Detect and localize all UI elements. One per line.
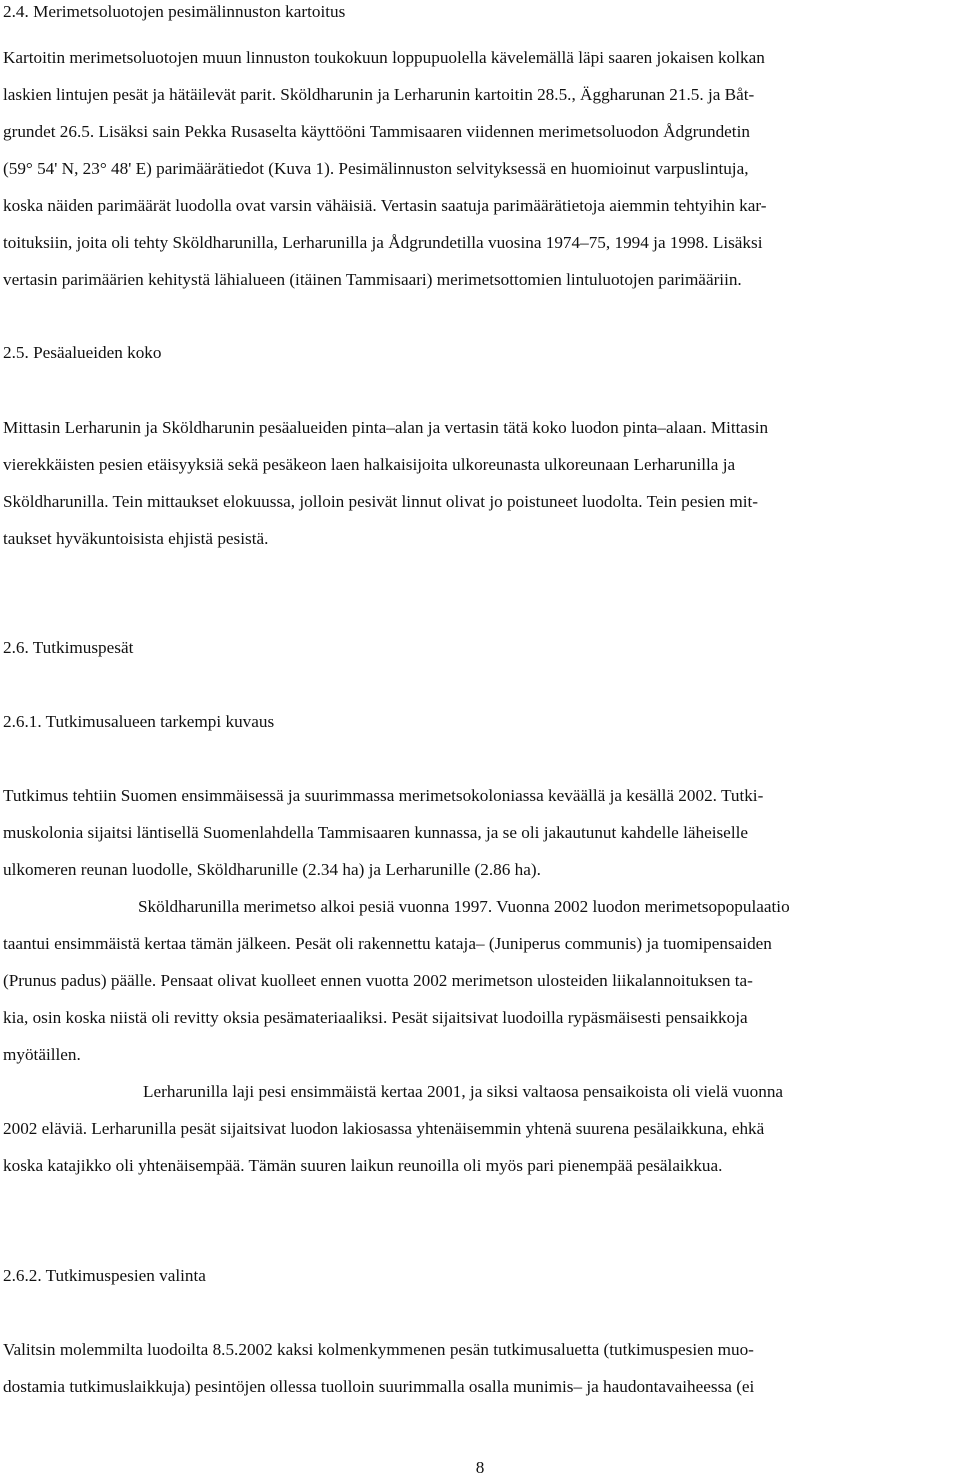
text-line: taukset hyväkuntoisista ehjistä pesistä. xyxy=(3,529,269,548)
text-line: Mittasin Lerharunin ja Sköldharunin pesäalueiden pinta–alan ja vertasin tätä koko luodon pinta–alaan. Mittasin xyxy=(3,418,769,437)
text-line: koska katajikko oli yhtenäisempää. Tämän suuren laikun reunoilla oli myös pari pienempää pesälaikkua. xyxy=(3,1156,723,1175)
section-heading-2-6-1: 2.6.1. Tutkimusalueen tarkempi kuvaus xyxy=(3,712,275,731)
text-line: toituksiin, joita oli tehty Sköldharunilla, Lerharunilla ja Ådgrundetilla vuosina 1974–75, 1994 ja 1998. Lisäksi xyxy=(3,233,763,252)
section-heading-2-4: 2.4. Merimetsoluotojen pesimälinnuston kartoitus xyxy=(3,2,346,21)
text-line: Valitsin molemmilta luodoilta 8.5.2002 kaksi kolmenkymmenen pesän tutkimusaluetta (tutkimuspesien muo- xyxy=(3,1340,754,1359)
text-line: taantui ensimmäistä kertaa tämän jälkeen. Pesät oli rakennettu kataja– (Juniperus communis) ja tuomipensaiden xyxy=(3,934,772,953)
text-line: vertasin parimäärien kehitystä lähialueen (itäinen Tammisaari) merimetsottomien lintuluotojen parimääriin. xyxy=(3,270,742,289)
text-line: dostamia tutkimuslaikkuja) pesintöjen ollessa tuolloin suurimmalla osalla munimis– ja haudontavaiheessa (ei xyxy=(3,1377,755,1396)
page-number: 8 xyxy=(475,1458,485,1477)
text-line: laskien lintujen pesät ja hätäilevät parit. Sköldharunin ja Lerharunin kartoitin 28.5., Äggharunan 21.5. ja Båt- xyxy=(3,85,755,104)
text-line: Kartoitin merimetsoluotojen muun linnuston toukokuun loppupuolella kävelemällä läpi saaren jokaisen kolkan xyxy=(3,48,765,67)
text-line: vierekkäisten pesien etäisyyksiä sekä pesäkeon laen halkaisijoita ulkoreunasta ulkoreunaan Lerharunilla ja xyxy=(3,455,736,474)
text-line: kia, osin koska niistä oli revitty oksia pesämateriaaliksi. Pesät sijaitsivat luodoilla rypäsmäisesti pensaikkoja xyxy=(3,1008,748,1027)
text-line: grundet 26.5. Lisäksi sain Pekka Rusaselta käyttööni Tammisaaren viidennen merimetsoluodon Ådgrundetin xyxy=(3,122,750,141)
text-line: 2002 eläviä. Lerharunilla pesät sijaitsivat luodon lakiosassa yhtenäisemmin yhtenä suurena pesälaikkuna, ehkä xyxy=(3,1119,765,1138)
text-line-indented: Sköldharunilla merimetso alkoi pesiä vuonna 1997. Vuonna 2002 luodon merimetsopopulaatio xyxy=(138,897,790,916)
section-heading-2-6: 2.6. Tutkimuspesät xyxy=(3,638,134,657)
text-line: Sköldharunilla. Tein mittaukset elokuussa, jolloin pesivät linnut olivat jo poistuneet luodolta. Tein pesien mit- xyxy=(3,492,759,511)
text-line: muskolonia sijaitsi läntisellä Suomenlahdella Tammisaaren kunnassa, ja se oli jakautunut kahdelle läheiselle xyxy=(3,823,748,842)
text-line: (59° 54' N, 23° 48' E) parimäärätiedot (Kuva 1). Pesimälinnuston selvityksessä en huomioinut varpuslintuja, xyxy=(3,159,749,178)
section-heading-2-5: 2.5. Pesäalueiden koko xyxy=(3,343,162,362)
text-line: (Prunus padus) päälle. Pensaat olivat kuolleet ennen vuotta 2002 merimetson ulosteiden liikalannoituksen ta- xyxy=(3,971,753,990)
text-line: koska näiden parimäärät luodolla ovat varsin vähäisiä. Vertasin saatuja parimäärätietoja aiemmin tehtyihin kar- xyxy=(3,196,767,215)
text-line-indented: Lerharunilla laji pesi ensimmäistä kertaa 2001, ja siksi valtaosa pensaikoista oli vielä vuonna xyxy=(143,1082,784,1101)
section-heading-2-6-2: 2.6.2. Tutkimuspesien valinta xyxy=(3,1266,206,1285)
text-line: ulkomeren reunan luodolle, Sköldharunille (2.34 ha) ja Lerharunille (2.86 ha). xyxy=(3,860,541,879)
text-line: myötäillen. xyxy=(3,1045,81,1064)
text-line: Tutkimus tehtiin Suomen ensimmäisessä ja suurimmassa merimetsokoloniassa keväällä ja kesällä 2002. Tutki- xyxy=(3,786,764,805)
